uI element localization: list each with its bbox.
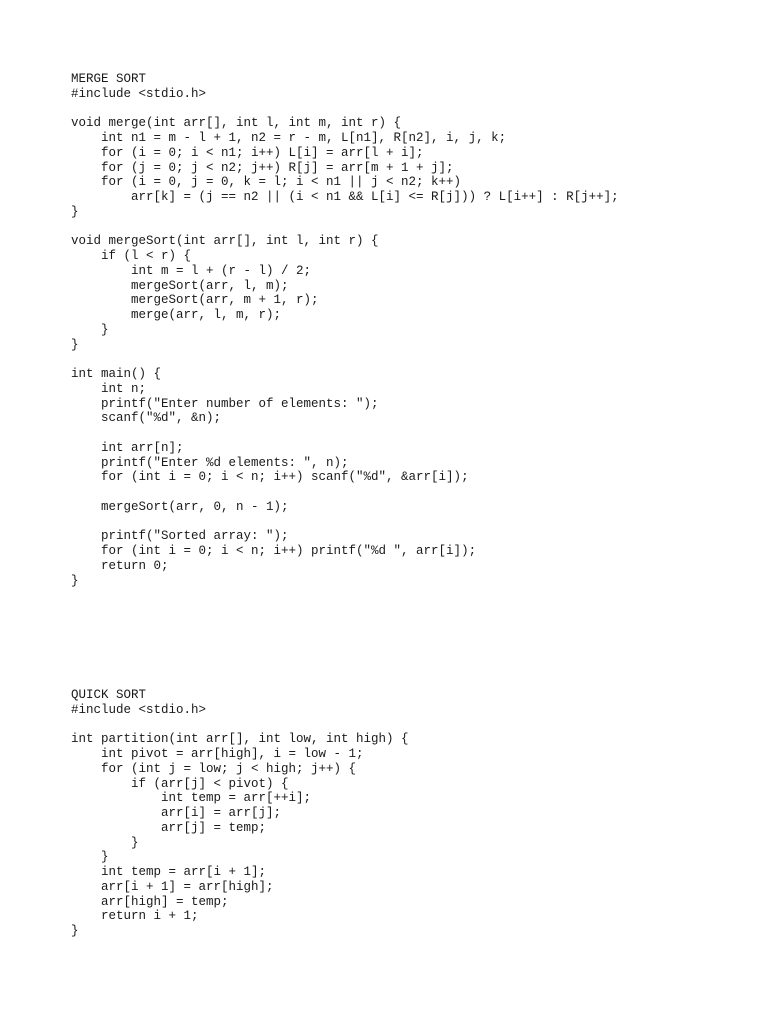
code-line: void mergeSort(int arr[], int l, int r) { — [71, 234, 379, 249]
code-line: printf("Sorted array: "); — [71, 529, 289, 544]
code-line — [71, 515, 619, 530]
code-line: int arr[n]; — [71, 440, 184, 455]
code-line: mergeSort(arr, m + 1, r); — [71, 293, 319, 308]
code-line: arr[j] = temp; — [71, 820, 267, 835]
code-line: void merge(int arr[], int l, int m, int r) { — [71, 116, 402, 131]
code-line: arr[high] = temp; — [71, 894, 229, 909]
section-heading: MERGE SORT — [71, 72, 147, 86]
code-line: arr[i + 1] = arr[high]; — [71, 879, 274, 894]
code-line: } — [71, 850, 109, 865]
code-line: scanf("%d", &n); — [71, 411, 222, 426]
code-line: for (j = 0; j < n2; j++) R[j] = arr[m + 1 + j]; — [71, 160, 454, 175]
code-line: } — [71, 924, 79, 938]
code-line: } — [71, 573, 79, 588]
code-line: mergeSort(arr, l, m); — [71, 278, 289, 293]
code-line: for (i = 0; i < n1; i++) L[i] = arr[l + i]; — [71, 145, 424, 160]
code-line — [71, 426, 619, 441]
code-line: int m = l + (r - l) / 2; — [71, 263, 312, 278]
code-line: int main() { — [71, 367, 162, 381]
code-line: for (int i = 0; i < n; i++) scanf("%d", &arr[i]); — [71, 470, 469, 485]
code-line: return 0; — [71, 558, 169, 573]
code-line: int n; — [71, 381, 147, 396]
code-line — [71, 352, 619, 367]
code-line: for (int j = low; j < high; j++) { — [71, 761, 357, 776]
code-line — [71, 718, 409, 733]
code-line: printf("Enter %d elements: ", n); — [71, 455, 349, 470]
code-line — [71, 220, 619, 235]
code-line: arr[k] = (j == n2 || (i < n1 && L[i] <= R[j])) ? L[i++] : R[j++]; — [71, 190, 619, 204]
code-line: if (arr[j] < pivot) { — [71, 776, 289, 791]
code-line: int pivot = arr[high], i = low - 1; — [71, 747, 364, 761]
code-line: } — [71, 337, 79, 352]
code-line — [71, 102, 619, 117]
code-line: } — [71, 322, 109, 337]
code-line: return i + 1; — [71, 909, 199, 924]
code-line: #include <stdio.h> — [71, 702, 207, 717]
code-line: if (l < r) { — [71, 249, 192, 263]
code-line: mergeSort(arr, 0, n - 1); — [71, 499, 289, 514]
code-line: merge(arr, l, m, r); — [71, 308, 282, 322]
code-line: for (i = 0, j = 0, k = l; i < n1 || j < n2; k++) — [71, 175, 462, 190]
code-line: int temp = arr[++i]; — [71, 791, 312, 806]
code-line: } — [71, 204, 79, 219]
code-line: int n1 = m - l + 1, n2 = r - m, L[n1], R[n2], i, j, k; — [71, 131, 507, 145]
code-line: arr[i] = arr[j]; — [71, 806, 282, 820]
code-line: int temp = arr[i + 1]; — [71, 865, 267, 879]
code-line: #include <stdio.h> — [71, 86, 207, 101]
quick-sort-code-block — [71, 688, 409, 939]
code-line: printf("Enter number of elements: "); — [71, 396, 379, 411]
code-line — [71, 485, 619, 500]
code-line: int partition(int arr[], int low, int high) { — [71, 732, 409, 747]
code-line: } — [71, 835, 139, 850]
code-line: for (int i = 0; i < n; i++) printf("%d ", arr[i]); — [71, 544, 477, 558]
merge-sort-code-block — [71, 72, 619, 588]
section-heading: QUICK SORT — [71, 688, 147, 702]
